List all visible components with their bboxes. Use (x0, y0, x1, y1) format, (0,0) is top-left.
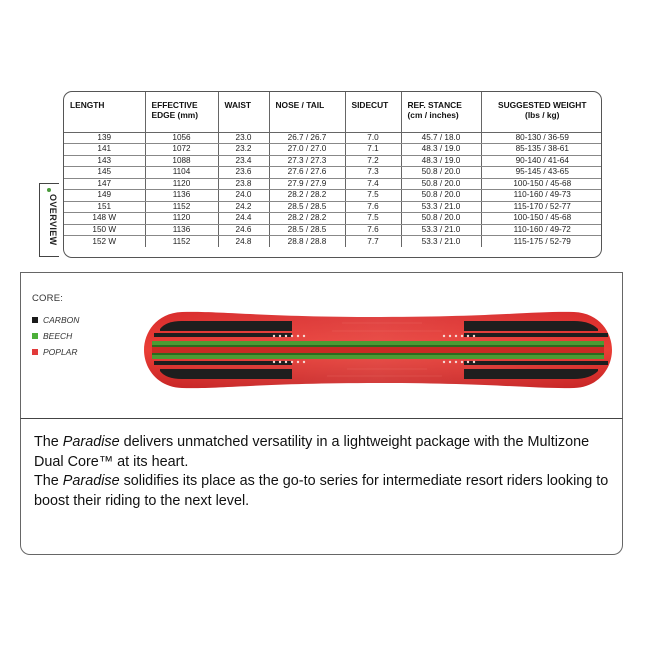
header-effective-edge-line1: EFFECTIVE (151, 100, 198, 110)
cell-effective-edge: 1152 (145, 236, 218, 248)
cell-nose-tail: 27.0 / 27.0 (269, 144, 345, 156)
cell-suggested-weight: 100-150 / 45-68 (481, 178, 602, 190)
cell-suggested-weight: 110-160 / 49-72 (481, 224, 602, 236)
header-nose-tail-text: NOSE / TAIL (275, 100, 325, 110)
cell-sidecut: 7.6 (345, 224, 401, 236)
beech-swatch-icon (32, 333, 38, 339)
spec-table (64, 92, 602, 247)
cell-nose-tail: 27.9 / 27.9 (269, 178, 345, 190)
snowboard-core-svg (142, 309, 614, 391)
cell-effective-edge: 1072 (145, 144, 218, 156)
cell-sidecut: 7.3 (345, 167, 401, 179)
cell-sidecut: 7.4 (345, 178, 401, 190)
cell-length: 150 W (64, 224, 145, 236)
cell-sidecut: 7.0 (345, 132, 401, 144)
legend-label-beech: BEECH (43, 331, 73, 341)
cell-waist: 24.8 (218, 236, 269, 248)
cell-effective-edge: 1152 (145, 201, 218, 213)
overview-tab[interactable] (39, 183, 59, 257)
description-paragraph-1 (34, 433, 614, 472)
cell-ref-stance: 45.7 / 18.0 (401, 132, 481, 144)
spec-table-header-row (64, 92, 602, 132)
cell-ref-stance: 53.3 / 21.0 (401, 236, 481, 248)
cell-waist: 24.6 (218, 224, 269, 236)
cell-length: 139 (64, 132, 145, 144)
spec-table-body (64, 132, 602, 247)
cell-sidecut: 7.5 (345, 213, 401, 225)
desc-p1-product-name: Paradise (62, 434, 120, 450)
cell-sidecut: 7.2 (345, 155, 401, 167)
cell-length: 151 (64, 201, 145, 213)
cell-nose-tail: 27.6 / 27.6 (269, 167, 345, 179)
header-suggested-weight (481, 92, 602, 132)
cell-nose-tail: 26.7 / 26.7 (269, 132, 345, 144)
table-row (64, 224, 602, 236)
cell-ref-stance: 53.3 / 21.0 (401, 224, 481, 236)
core-title: CORE: (32, 293, 64, 304)
carbon-swatch-icon (32, 317, 38, 323)
legend-label-carbon: CARBON (43, 315, 80, 325)
cell-effective-edge: 1104 (145, 167, 218, 179)
cell-effective-edge: 1136 (145, 190, 218, 202)
description-panel (20, 419, 623, 555)
cell-nose-tail: 28.5 / 28.5 (269, 224, 345, 236)
header-waist-text: WAIST (224, 100, 252, 110)
cell-suggested-weight: 80-130 / 36-59 (481, 132, 602, 144)
cell-nose-tail: 28.2 / 28.2 (269, 190, 345, 202)
cell-waist: 24.4 (218, 213, 269, 225)
spec-table-container (63, 91, 602, 258)
desc-p2-rest: solidifies its place as the go-to series for intermediate resort riders looking to boost their riding to the next level. (34, 473, 609, 509)
legend-label-poplar: POPLAR (43, 347, 78, 357)
cell-nose-tail: 28.2 / 28.2 (269, 213, 345, 225)
cell-sidecut: 7.5 (345, 190, 401, 202)
cell-waist: 23.4 (218, 155, 269, 167)
cell-length: 145 (64, 167, 145, 179)
cell-length: 152 W (64, 236, 145, 248)
header-suggested-weight-line2: (lbs / kg) (525, 110, 560, 120)
description-text (34, 433, 614, 511)
header-length-text: LENGTH (70, 100, 105, 110)
desc-p2-lead: The (34, 473, 63, 489)
cell-ref-stance: 48.3 / 19.0 (401, 155, 481, 167)
cell-effective-edge: 1136 (145, 224, 218, 236)
header-sidecut (345, 92, 401, 132)
cell-suggested-weight: 85-135 / 38-61 (481, 144, 602, 156)
cell-waist: 24.0 (218, 190, 269, 202)
cell-effective-edge: 1056 (145, 132, 218, 144)
header-effective-edge-line2: EDGE (mm) (151, 110, 199, 120)
table-row (64, 144, 602, 156)
cell-effective-edge: 1120 (145, 213, 218, 225)
cell-length: 141 (64, 144, 145, 156)
header-waist (218, 92, 269, 132)
cell-ref-stance: 50.8 / 20.0 (401, 178, 481, 190)
cell-length: 149 (64, 190, 145, 202)
legend-item-carbon (32, 315, 79, 325)
legend-item-poplar (32, 347, 78, 357)
header-effective-edge (145, 92, 218, 132)
overview-tab-label: OVERVIEW (48, 194, 58, 246)
cell-waist: 23.2 (218, 144, 269, 156)
cell-suggested-weight: 115-170 / 52-77 (481, 201, 602, 213)
cell-waist: 24.2 (218, 201, 269, 213)
cell-suggested-weight: 115-175 / 52-79 (513, 236, 571, 246)
cell-length: 147 (64, 178, 145, 190)
overview-dot-icon (47, 188, 51, 192)
cell-ref-stance: 50.8 / 20.0 (401, 213, 481, 225)
table-row (64, 178, 602, 190)
cell-nose-tail: 27.3 / 27.3 (269, 155, 345, 167)
header-ref-stance (401, 92, 481, 132)
cell-waist: 23.0 (218, 132, 269, 144)
cell-sidecut: 7.1 (345, 144, 401, 156)
cell-suggested-weight: 90-140 / 41-64 (481, 155, 602, 167)
cell-suggested-weight: 95-145 / 43-65 (481, 167, 602, 179)
cell-nose-tail: 28.8 / 28.8 (269, 236, 345, 248)
cell-effective-edge: 1088 (145, 155, 218, 167)
header-length (64, 92, 145, 132)
cell-ref-stance: 48.3 / 19.0 (401, 144, 481, 156)
beech-stripes (152, 341, 604, 359)
table-row (64, 132, 602, 144)
cell-sidecut: 7.7 (345, 236, 401, 248)
cell-length: 143 (64, 155, 145, 167)
header-ref-stance-line1: REF. STANCE (407, 100, 462, 110)
cell-ref-stance: 53.3 / 21.0 (401, 201, 481, 213)
cell-suggested-weight: 100-150 / 45-68 (481, 213, 602, 225)
table-row (64, 190, 602, 202)
table-row (64, 236, 602, 248)
header-suggested-weight-line1: SUGGESTED WEIGHT (498, 100, 587, 110)
legend-item-beech (32, 331, 72, 341)
cell-suggested-weight: 110-160 / 49-73 (481, 190, 602, 202)
poplar-swatch-icon (32, 349, 38, 355)
cell-waist: 23.6 (218, 167, 269, 179)
header-ref-stance-line2: (cm / inches) (407, 110, 459, 120)
cell-nose-tail: 28.5 / 28.5 (269, 201, 345, 213)
cell-waist: 23.8 (218, 178, 269, 190)
description-paragraph-2 (34, 472, 614, 511)
desc-p2-product-name: Paradise (62, 473, 120, 489)
table-row (64, 201, 602, 213)
cell-ref-stance: 50.8 / 20.0 (401, 190, 481, 202)
desc-p1-rest: delivers unmatched versatility in a lightweight package with the Multizone Dual Core™ at its heart. (34, 434, 590, 470)
cell-effective-edge: 1120 (145, 178, 218, 190)
core-panel (20, 272, 623, 419)
table-row (64, 155, 602, 167)
snowboard-core-illustration (142, 309, 614, 396)
table-row (64, 167, 602, 179)
header-nose-tail (269, 92, 345, 132)
cell-sidecut: 7.6 (345, 201, 401, 213)
cell-ref-stance: 50.8 / 20.0 (401, 167, 481, 179)
header-sidecut-text: SIDECUT (351, 100, 389, 110)
desc-p1-lead: The (34, 434, 63, 450)
cell-length: 148 W (64, 213, 145, 225)
table-row (64, 213, 602, 225)
